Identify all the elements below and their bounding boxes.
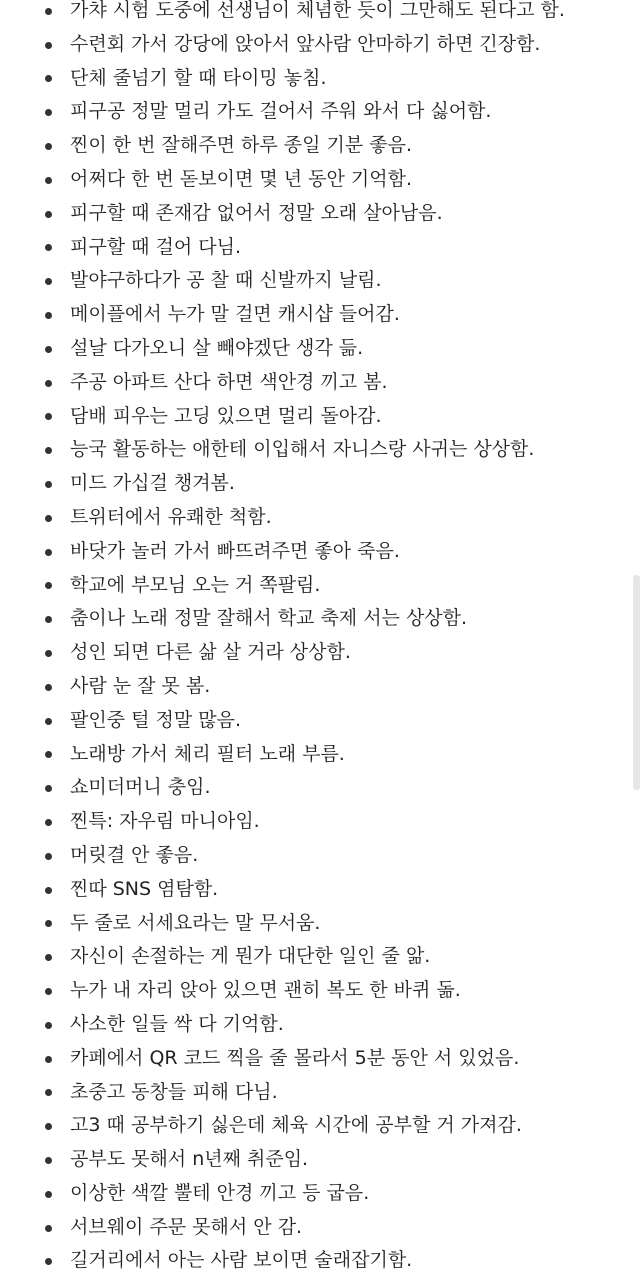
- list-item-text: 누가 내 자리 앉아 있으면 괜히 복도 한 바퀴 돎.: [70, 979, 461, 1002]
- list-item: [0, 28, 620, 62]
- list-item-text: 담배 피우는 고딩 있으면 멀리 돌아감.: [70, 404, 382, 427]
- bullet-dot-icon: [45, 8, 52, 15]
- bullet-dot-icon: [45, 42, 52, 49]
- bullet-dot-icon: [45, 1191, 52, 1198]
- bullet-dot-icon: [45, 988, 52, 995]
- list-item-text: 두 줄로 서세요라는 말 무서움.: [70, 911, 321, 934]
- list-item: [0, 163, 620, 197]
- bullet-dot-icon: [45, 549, 52, 556]
- list-item: [0, 771, 620, 805]
- list-item: [0, 129, 620, 163]
- list-item: [0, 805, 620, 839]
- list-item-text: 노래방 가서 체리 필터 노래 부름.: [70, 742, 345, 765]
- bullet-dot-icon: [45, 819, 52, 826]
- bullet-dot-icon: [45, 1022, 52, 1029]
- bullet-dot-icon: [45, 177, 52, 184]
- list-item: [0, 738, 620, 772]
- bullet-dot-icon: [45, 1123, 52, 1130]
- list-item: [0, 400, 620, 434]
- list-item: [0, 839, 620, 873]
- bullet-dot-icon: [45, 582, 52, 589]
- list-item: [0, 501, 620, 535]
- list-item-text: 성인 되면 다른 삶 살 거라 상상함.: [70, 641, 351, 664]
- list-item-text: 공부도 못해서 n년째 취준임.: [70, 1148, 309, 1171]
- list-item-text: 단체 줄넘기 할 때 타이밍 놓침.: [70, 66, 327, 89]
- list-item: [0, 940, 620, 974]
- list-item-text: 가챠 시험 도중에 선생님이 체념한 듯이 그만해도 된다고 함.: [70, 0, 565, 21]
- list-item-text: 미드 가십걸 챙겨봄.: [70, 472, 235, 495]
- list-item: [0, 0, 620, 28]
- bullet-dot-icon: [45, 718, 52, 725]
- list-item-text: 학교에 부모님 오는 거 쪽팔림.: [70, 573, 321, 596]
- list-item: [0, 535, 620, 569]
- list-item-text: 초중고 동창들 피해 다님.: [70, 1080, 278, 1103]
- list-item-text: 발야구하다가 공 찰 때 신발까지 날림.: [70, 269, 382, 292]
- list-item-text: 피구할 때 걸어 다님.: [70, 235, 241, 258]
- bullet-dot-icon: [45, 312, 52, 319]
- list-item-text: 피구공 정말 멀리 가도 걸어서 주워 와서 다 싫어함.: [70, 100, 492, 123]
- list-item-text: 서브웨이 주문 못해서 안 감.: [70, 1215, 303, 1238]
- list-item: [0, 231, 620, 265]
- list-item: [0, 873, 620, 907]
- scrollbar-thumb[interactable]: [633, 575, 640, 790]
- list-item: [0, 602, 620, 636]
- list-item-text: 고3 때 공부하기 싫은데 체육 시간에 공부할 거 가져감.: [70, 1114, 522, 1137]
- bullet-dot-icon: [45, 920, 52, 927]
- bullet-dot-icon: [45, 1225, 52, 1232]
- bullet-dot-icon: [45, 109, 52, 116]
- list-item: [0, 467, 620, 501]
- bullet-dot-icon: [45, 616, 52, 623]
- list-item-text: 설날 다가오니 살 빼야겠단 생각 듦.: [70, 336, 364, 359]
- bullet-dot-icon: [45, 650, 52, 657]
- list-item: [0, 62, 620, 96]
- list-item: [0, 433, 620, 467]
- list-item-text: 찐특: 자우림 마니아임.: [70, 810, 260, 833]
- list-item-text: 능국 활동하는 애한테 이입해서 자니스랑 사귀는 상상함.: [70, 438, 535, 461]
- list-item: [0, 332, 620, 366]
- list-item-text: 카페에서 QR 코드 찍을 줄 몰라서 5분 동안 서 있었음.: [70, 1046, 520, 1069]
- list-item: [0, 1076, 620, 1110]
- bullet-dot-icon: [45, 1157, 52, 1164]
- bullet-dot-icon: [45, 684, 52, 691]
- list-item: [0, 1244, 620, 1278]
- bullet-dot-icon: [45, 278, 52, 285]
- bullet-dot-icon: [45, 481, 52, 488]
- bullet-dot-icon: [45, 853, 52, 860]
- list-item-text: 바닷가 놀러 가서 빠뜨려주면 좋아 죽음.: [70, 539, 400, 562]
- list-item-text: 수련회 가서 강당에 앉아서 앞사람 안마하기 하면 긴장함.: [70, 32, 541, 55]
- list-item: [0, 264, 620, 298]
- bullet-dot-icon: [45, 954, 52, 961]
- list-item-text: 찐따 SNS 염탐함.: [70, 877, 219, 900]
- list-item-text: 춤이나 노래 정말 잘해서 학교 축제 서는 상상함.: [70, 607, 468, 630]
- bullet-dot-icon: [45, 785, 52, 792]
- list-item-text: 피구할 때 존재감 없어서 정말 오래 살아남음.: [70, 201, 443, 224]
- bullet-dot-icon: [45, 75, 52, 82]
- list-item: [0, 1042, 620, 1076]
- list-item-text: 길거리에서 아는 사람 보이면 술래잡기함.: [70, 1249, 413, 1272]
- bullet-dot-icon: [45, 413, 52, 420]
- bullet-dot-icon: [45, 1258, 52, 1265]
- scrollbar[interactable]: [632, 0, 640, 1280]
- list-item-text: 찐이 한 번 잘해주면 하루 종일 기분 좋음.: [70, 134, 412, 157]
- list-item-text: 메이플에서 누가 말 걸면 캐시샵 들어감.: [70, 303, 400, 326]
- list-item: [0, 704, 620, 738]
- list-item-text: 이상한 색깔 뿔테 안경 끼고 등 굽음.: [70, 1181, 370, 1204]
- bullet-dot-icon: [45, 447, 52, 454]
- bullet-dot-icon: [45, 346, 52, 353]
- list-item-text: 주공 아파트 산다 하면 색안경 끼고 봄.: [70, 370, 388, 393]
- list-item: [0, 1177, 620, 1211]
- list-item: [0, 569, 620, 603]
- list-item: [0, 298, 620, 332]
- list-item: [0, 974, 620, 1008]
- list-item-text: 팔인중 털 정말 많음.: [70, 708, 241, 731]
- list-item: [0, 1211, 620, 1245]
- bullet-dot-icon: [45, 380, 52, 387]
- list-item-text: 사소한 일들 싹 다 기억함.: [70, 1012, 284, 1035]
- list-item: [0, 1109, 620, 1143]
- list-item: [0, 636, 620, 670]
- list-item: [0, 1008, 620, 1042]
- list-item: [0, 95, 620, 129]
- list-item-text: 트위터에서 유쾌한 척함.: [70, 505, 272, 528]
- list-item: [0, 907, 620, 941]
- bullet-dot-icon: [45, 1089, 52, 1096]
- bullet-dot-icon: [45, 1056, 52, 1063]
- bullet-dot-icon: [45, 751, 52, 758]
- list-item: [0, 670, 620, 704]
- list-item-text: 사람 눈 잘 못 봄.: [70, 674, 211, 697]
- list-item-text: 머릿결 안 좋음.: [70, 843, 199, 866]
- bullet-dot-icon: [45, 887, 52, 894]
- list-item: [0, 197, 620, 231]
- list-item: [0, 1143, 620, 1177]
- list-item-text: 어쩌다 한 번 돋보이면 몇 년 동안 기억함.: [70, 167, 412, 190]
- list-item-text: 자신이 손절하는 게 뭔가 대단한 일인 줄 앎.: [70, 945, 431, 968]
- bullet-dot-icon: [45, 211, 52, 218]
- list-item: [0, 366, 620, 400]
- bullet-dot-icon: [45, 143, 52, 150]
- bullet-dot-icon: [45, 515, 52, 522]
- list-item-text: 쇼미더머니 충임.: [70, 776, 211, 799]
- bullet-dot-icon: [45, 244, 52, 251]
